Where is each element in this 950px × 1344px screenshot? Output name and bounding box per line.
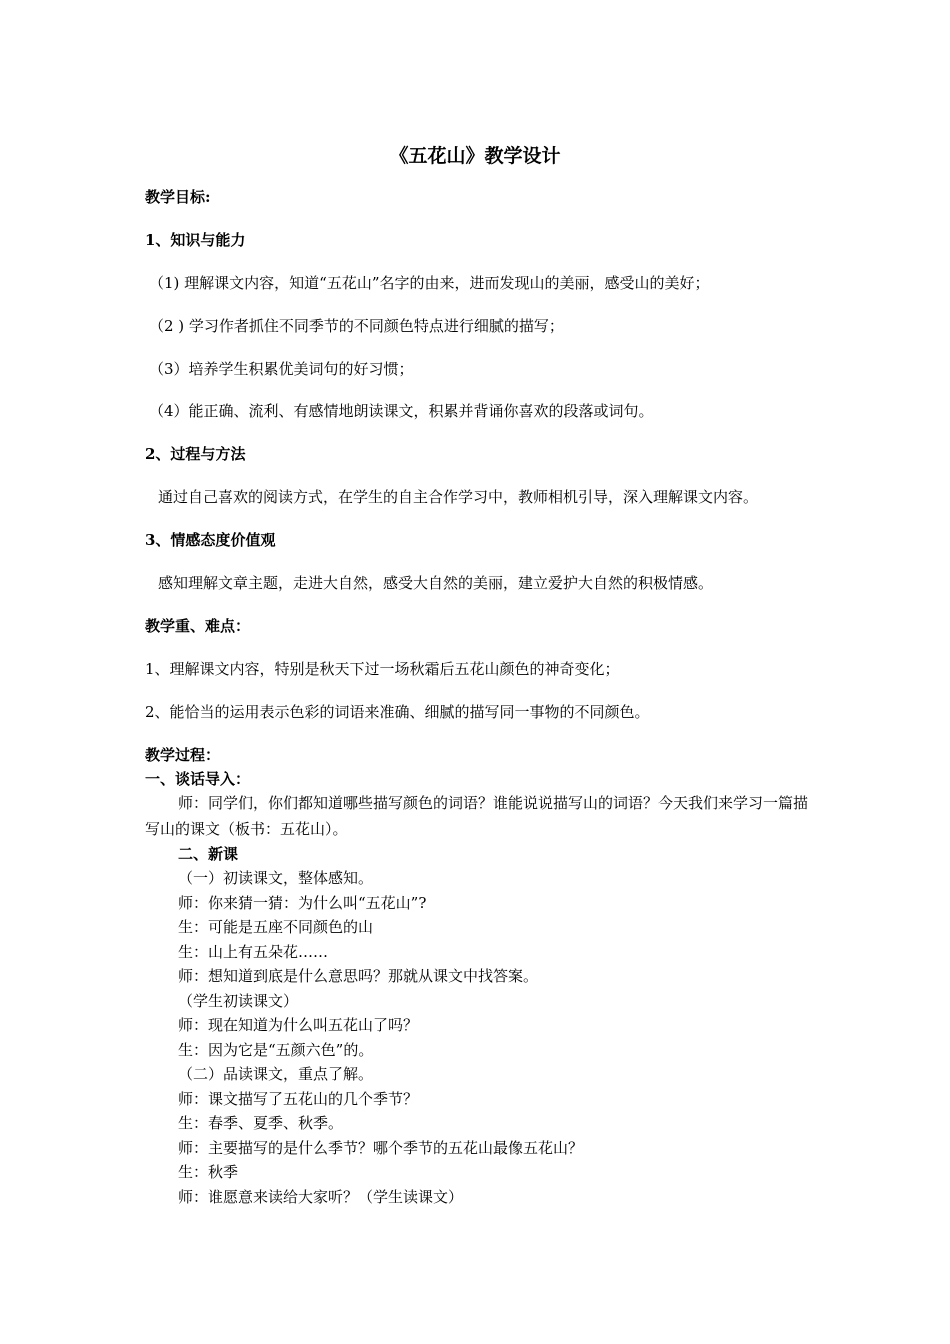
key-points-heading: 教学重、难点：: [145, 617, 251, 635]
emotion-values-heading: 3、情感态度价值观: [145, 531, 276, 549]
dialogue-line: 师：谁愿意来读给大家听？（学生读课文）: [178, 1188, 464, 1206]
document-title: 《五花山》教学设计: [389, 145, 561, 167]
objective-item-3: （3）培养学生积累优美词句的好习惯；: [149, 360, 414, 378]
knowledge-ability-heading: 1、知识与能力: [145, 231, 246, 249]
objective-item-1: （1) 理解课文内容，知道“五花山”名字的由来，进而发现山的美丽，感受山的美好；: [149, 274, 710, 292]
part2-heading: 二、新课: [178, 845, 239, 863]
dialogue-line: （一）初读课文，整体感知。: [178, 869, 374, 887]
dialogue-line: （学生初读课文）: [178, 992, 299, 1010]
dialogue-line: 师：主要描写的是什么季节？哪个季节的五花山最像五花山？: [178, 1139, 584, 1157]
objectives-heading: 教学目标:: [145, 188, 211, 206]
dialogue-line: 师：现在知道为什么叫五花山了吗？: [178, 1016, 419, 1034]
key-point-2: 2、能恰当的运用表示色彩的词语来准确、细腻的描写同一事物的不同颜色。: [145, 703, 650, 721]
emotion-values-text: 感知理解文章主题，走进大自然，感受大自然的美丽，建立爱护大自然的积极情感。: [158, 574, 714, 592]
key-point-1: 1、理解课文内容，特别是秋天下过一场秋霜后五花山颜色的神奇变化；: [145, 660, 620, 678]
dialogue-line: 师：想知道到底是什么意思吗？那就从课文中找答案。: [178, 967, 539, 985]
dialogue-line: 生：秋季: [178, 1163, 239, 1181]
objective-item-4: （4）能正确、流利、有感情地朗读课文，积累并背诵你喜欢的段落或词句。: [149, 402, 654, 420]
dialogue-line: 生：可能是五座不同颜色的山: [178, 918, 374, 936]
dialogue-line: 师：课文描写了五花山的几个季节？: [178, 1090, 419, 1108]
part1-heading: 一、谈话导入：: [145, 770, 251, 788]
dialogue-line: （二）品读课文，重点了解。: [178, 1065, 374, 1083]
dialogue-line: 生：春季、夏季、秋季。: [178, 1114, 344, 1132]
dialogue-line: 生：山上有五朵花……: [178, 943, 329, 961]
process-heading: 教学过程：: [145, 746, 221, 764]
dialogue-line: 师：你来猜一猜：为什么叫“五花山”?: [178, 894, 427, 912]
process-method-heading: 2、过程与方法: [145, 445, 246, 463]
dialogue-line: 生：因为它是“五颜六色”的。: [178, 1041, 374, 1059]
objective-item-2: （2 ) 学习作者抓住不同季节的不同颜色特点进行细腻的描写；: [149, 317, 564, 335]
part1-text: 师：同学们，你们都知道哪些描写颜色的词语？谁能说说描写山的词语？今天我们来学习一篇描写山的课文（板书：五花山）。: [145, 794, 809, 838]
process-method-text: 通过自己喜欢的阅读方式，在学生的自主合作学习中，教师相机引导，深入理解课文内容。: [158, 488, 759, 506]
